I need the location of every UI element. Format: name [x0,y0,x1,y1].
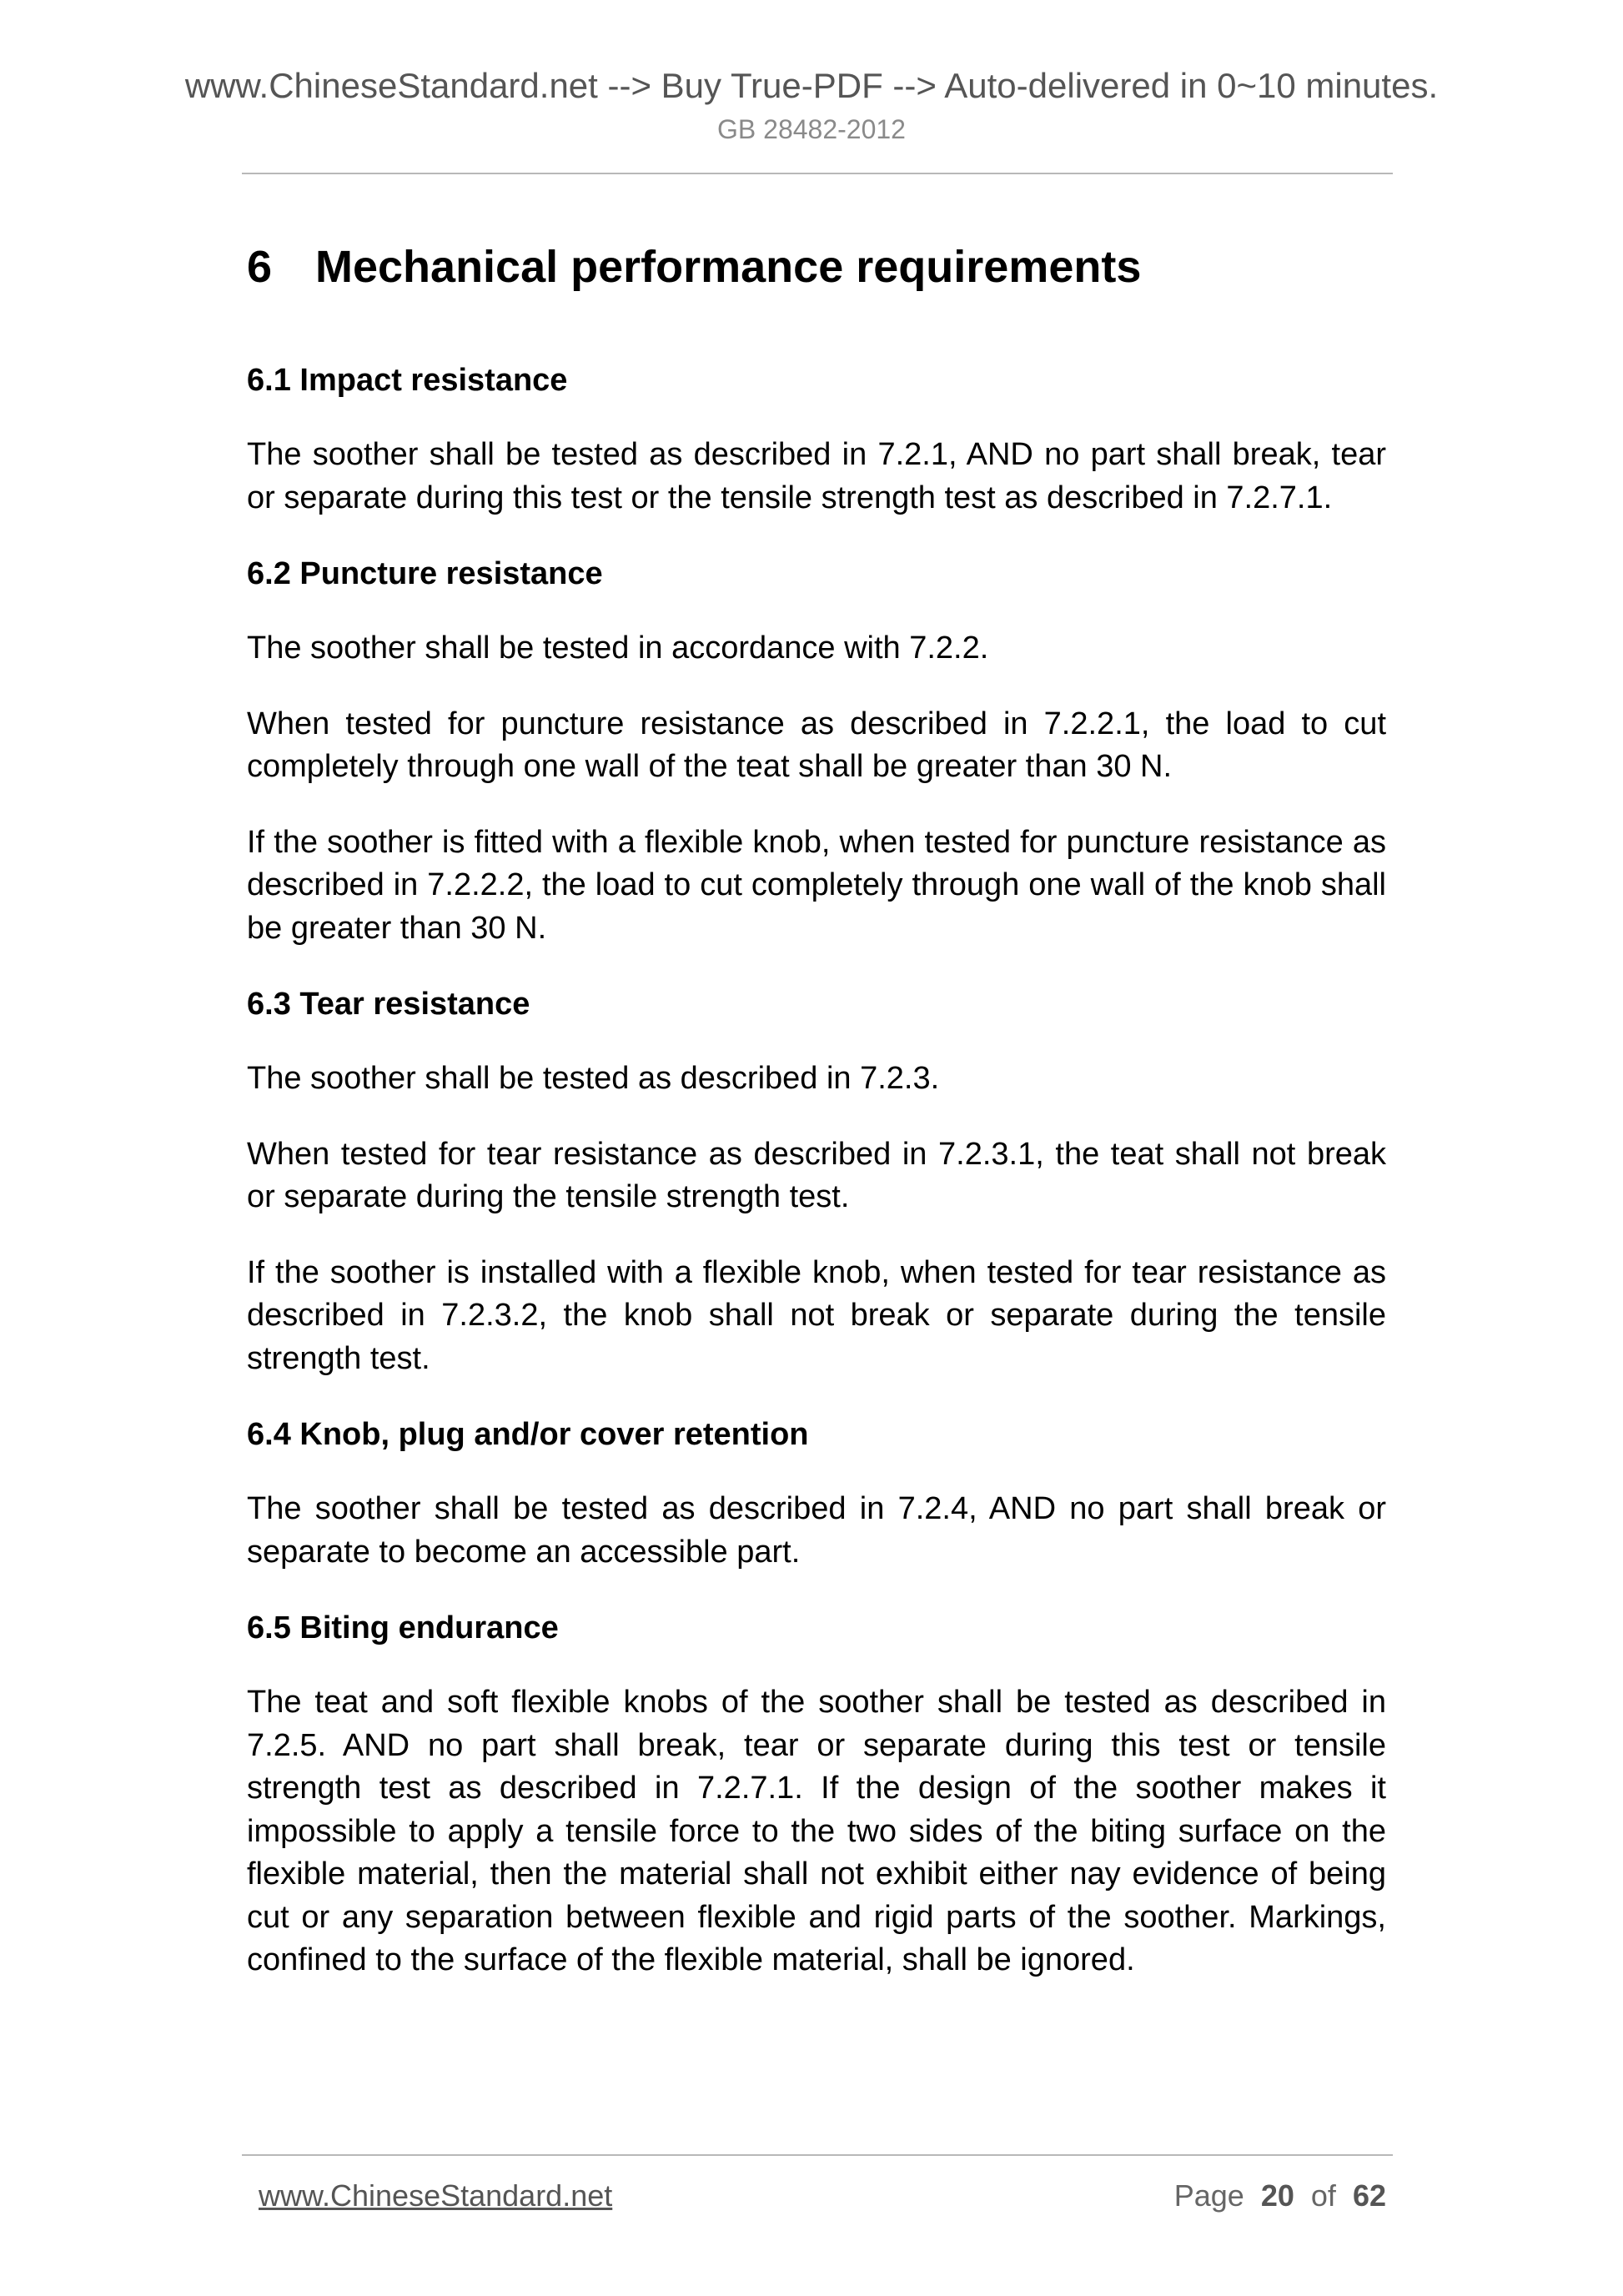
paragraph: The soother shall be tested as described in 7.2.1, AND no part shall break, tear or separate during this test or the tensile strength test as described in 7.2.7.1. [247,437,1386,515]
section-title: Mechanical performance requirements [315,242,1142,292]
paragraph: The soother shall be tested in accordance with 7.2.2. [247,631,989,666]
paragraph: When tested for tear resistance as described in 7.2.3.1, the teat shall not break or separate during the tensile strength test. [247,1136,1386,1214]
subsection-heading-biting: 6.5 Biting endurance [247,1610,559,1645]
section-number: 6 [247,242,273,292]
site-link[interactable]: www.ChineseStandard.net [259,2178,613,2213]
paragraph: If the soother is fitted with a flexible knob, when tested for puncture resistance as described in 7.2.2.2, the load to cut completely through one wall of the knob shall be greater than 30 N. [247,824,1386,946]
page-footer [259,2171,1386,2221]
current-page: 20 [1260,2178,1294,2213]
paragraph: If the soother is installed with a flexible knob, when tested for tear resistance as described in 7.2.3.2, the knob shall not break or separate during the tensile strength test. [247,1254,1386,1376]
page-number [1174,2171,1386,2221]
subsection-heading-tear: 6.3 Tear resistance [247,987,530,1022]
paragraph: The soother shall be tested as described in 7.2.4, AND no part shall break or separate to become an accessible part. [247,1491,1386,1570]
section-heading [247,234,1386,300]
document-body [247,234,1386,2015]
page-header [0,63,1623,148]
footer-divider [242,2154,1393,2156]
header-banner: www.ChineseStandard.net --> Buy True-PDF --> Auto-delivered in 0~10 minutes. [184,66,1439,105]
subsection-heading-impact: 6.1 Impact resistance [247,363,568,398]
page-of-label: of [1310,2178,1336,2213]
paragraph: The teat and soft flexible knobs of the soother shall be tested as described in 7.2.5. AND no part shall break, tear or separate during this test or tensile strength test as described in 7.2.7.1. If the design of the soother makes it impossible to apply a tensile force to the two sides of the biting surface on the flexible material, then the material shall not exhibit either nay evidence of being cut or any separation between flexible and rigid parts of the soother. Markings, confined to the surface of the flexible material, shall be ignored. [247,1685,1386,1977]
page-label: Page [1173,2178,1244,2213]
paragraph: When tested for puncture resistance as described in 7.2.2.1, the load to cut completely through one wall of the teat shall be greater than 30 N. [247,706,1386,784]
document-code: GB 28482-2012 [717,114,906,144]
paragraph: The soother shall be tested as described in 7.2.3. [247,1061,940,1096]
subsection-heading-puncture: 6.2 Puncture resistance [247,556,603,591]
header-divider [242,173,1393,174]
total-pages: 62 [1352,2178,1386,2213]
subsection-heading-knob-retention: 6.4 Knob, plug and/or cover retention [247,1417,809,1452]
